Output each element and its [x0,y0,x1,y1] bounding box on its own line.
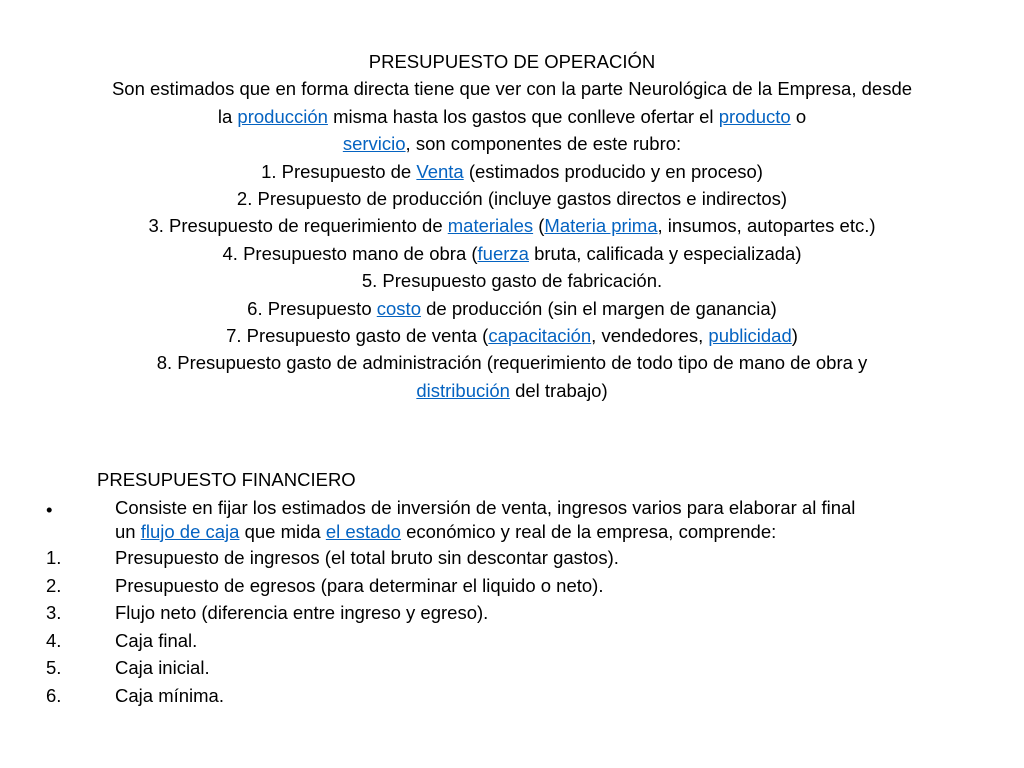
link-produccion[interactable]: producción [237,105,328,127]
text-fragment: , insumos, autopartes etc.) [657,215,876,237]
operacion-intro-line-1: Son estimados que en forma directa tiene que ver con la parte Neurológica de la Empresa, desde [111,78,913,100]
operacion-item-4 [40,240,984,267]
operacion-item-3 [40,212,984,239]
list-item-text: Flujo neto (diferencia entre ingreso y egreso). [115,602,489,623]
text-fragment: 7. Presupuesto gasto de venta ( [226,325,489,347]
list-item-text: Caja mínima. [115,685,224,706]
text-fragment: que mida [239,521,326,542]
text-fragment: 3. Presupuesto de requerimiento de [148,215,448,237]
link-producto[interactable]: producto [718,105,791,127]
link-materiales[interactable]: materiales [447,215,534,237]
link-fuerza[interactable]: fuerza [477,242,529,264]
list-marker: 2. [46,575,62,596]
operacion-intro-line-3 [40,130,984,157]
list-item-text: Presupuesto de egresos (para determinar el liquido o neto). [115,575,604,596]
operacion-item-7 [40,322,984,349]
list-marker: 6. [46,685,62,706]
operacion-item-8-line-2 [40,377,984,404]
list-marker: 5. [46,657,62,678]
text-fragment: 1. Presupuesto de [261,160,417,182]
link-costo[interactable]: costo [376,297,421,319]
list-marker: 3. [46,602,62,623]
link-distribucion[interactable]: distribución [416,379,510,401]
bullet-line-2 [115,520,965,544]
operacion-item-1 [40,158,984,185]
text-fragment: de producción (sin el margen de ganancia) [420,297,777,319]
list-marker: 4. [46,630,62,651]
text-fragment: , son componentes de este rubro: [405,133,682,155]
text-fragment: la [217,105,238,127]
text-fragment: del trabajo) [509,379,608,401]
operacion-intro-line-2 [40,103,984,130]
link-materia-prima[interactable]: Materia prima [544,215,658,237]
list-item-text: Caja inicial. [115,657,210,678]
text-fragment: ( [533,215,545,237]
text-fragment: ) [791,325,798,347]
link-publicidad[interactable]: publicidad [708,325,792,347]
bullet-text [115,496,965,544]
text-fragment: misma hasta los gastos que conlleve ofertar el [327,105,719,127]
text-fragment: o [790,105,807,127]
list-item-text: Presupuesto de ingresos (el total bruto sin descontar gastos). [115,547,619,568]
text-fragment: económico y real de la empresa, comprende: [400,521,777,542]
link-el-estado[interactable]: el estado [325,521,401,542]
text-fragment: (estimados producido y en proceso) [463,160,763,182]
operacion-item-6 [40,295,984,322]
operacion-item-8-line-1: 8. Presupuesto gasto de administración (requerimiento de todo tipo de mano de obra y [156,352,868,374]
list-item-text: Caja final. [115,630,198,651]
bullet-marker: • [46,499,53,520]
operacion-section [40,48,984,404]
text-fragment: , vendedores, [591,325,709,347]
list-marker: 1. [46,547,62,568]
text-fragment: bruta, calificada y especializada) [528,242,802,264]
text-fragment: 4. Presupuesto mano de obra ( [222,242,478,264]
link-flujo-de-caja[interactable]: flujo de caja [140,521,240,542]
link-servicio[interactable]: servicio [342,133,406,155]
link-venta[interactable]: Venta [416,160,464,182]
link-capacitacion[interactable]: capacitación [488,325,592,347]
operacion-item-5: 5. Presupuesto gasto de fabricación. [361,270,663,292]
operacion-item-2: 2. Presupuesto de producción (incluye gastos directos e indirectos) [236,188,788,210]
bullet-line-1: Consiste en fijar los estimados de inversión de venta, ingresos varios para elaborar al final [115,497,856,518]
financiero-title: PRESUPUESTO FINANCIERO [97,469,356,490]
operacion-title: PRESUPUESTO DE OPERACIÓN [368,51,656,72]
text-fragment: 6. Presupuesto [247,297,377,319]
text-fragment: un [115,521,141,542]
